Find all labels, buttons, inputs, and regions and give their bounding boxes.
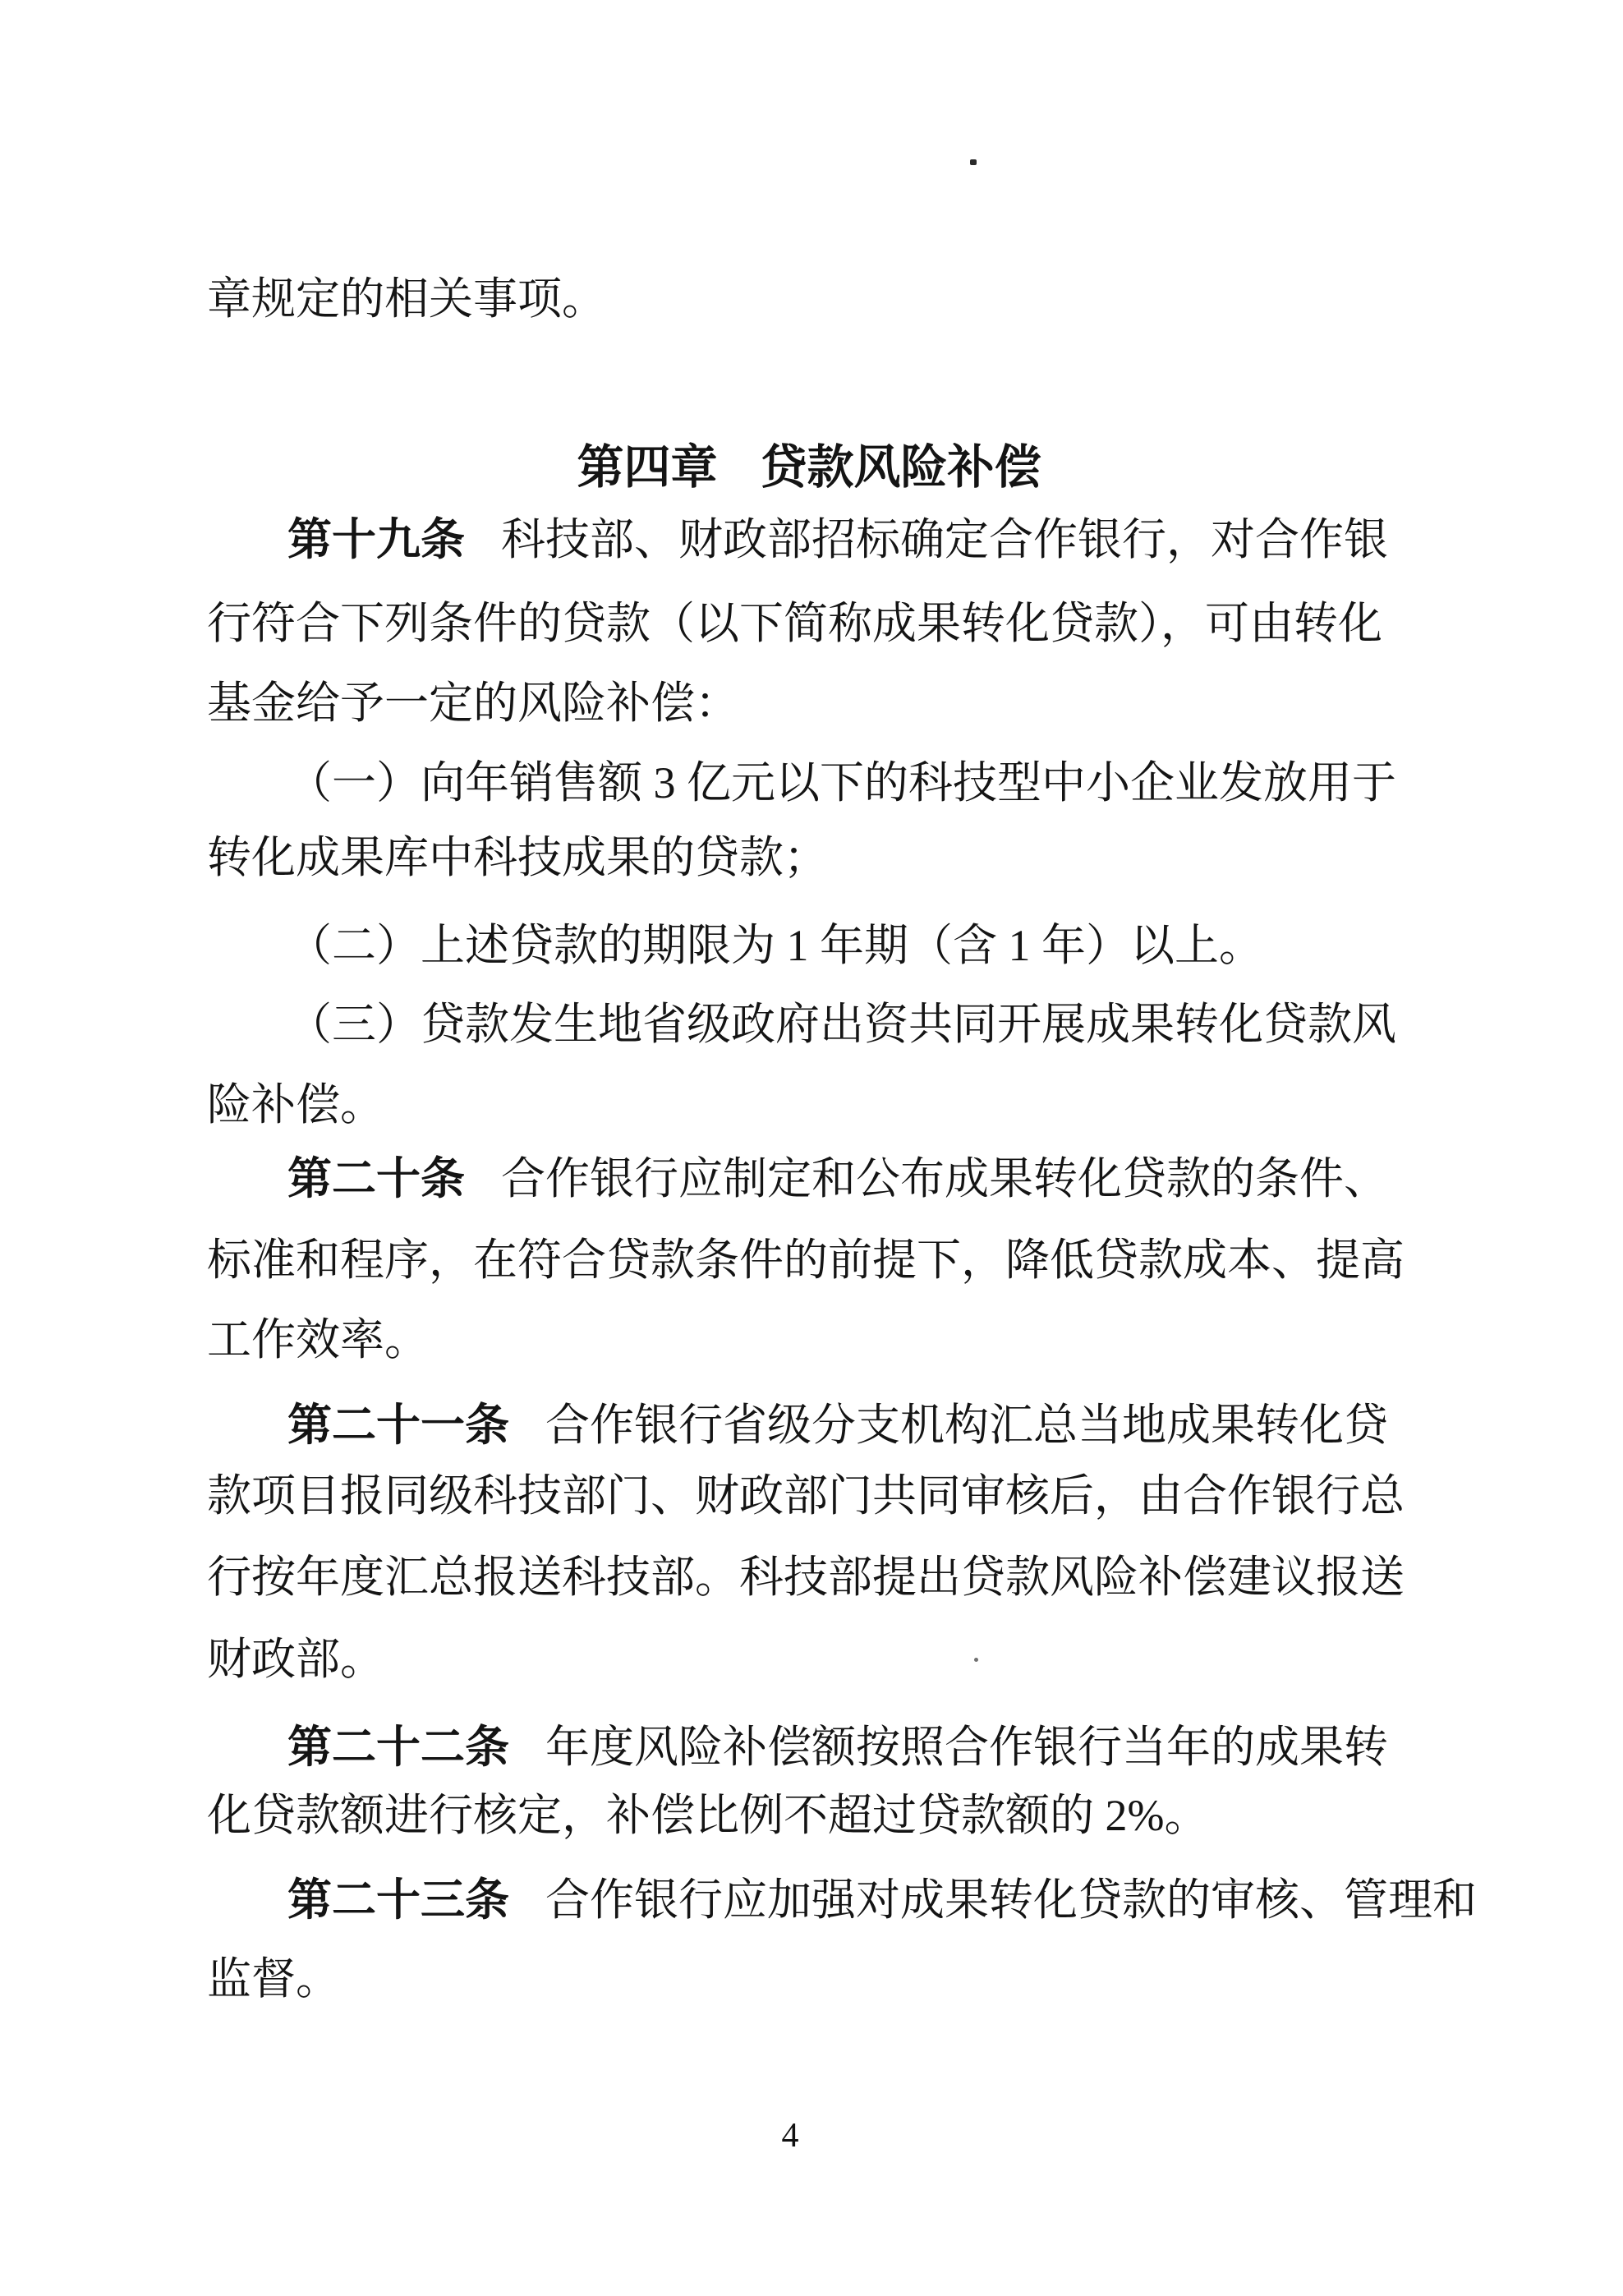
page-number: 4	[781, 2117, 799, 2155]
body-line	[207, 743, 1492, 822]
line-text: 基金给予一定的风险补偿：	[207, 679, 739, 728]
article-number: 第十九条	[287, 515, 465, 564]
line-text: 款项目报同级科技部门、财政部门共同审核后，由合作银行总	[207, 1471, 1405, 1521]
body-line	[207, 985, 1492, 1064]
body-line	[207, 818, 1411, 897]
line-text: 险补偿。	[207, 1080, 384, 1130]
body-line	[207, 1939, 1411, 2018]
line-text: 财政部。	[207, 1635, 384, 1684]
chapter-title: 贷款风险补偿	[760, 441, 1041, 494]
line-text: 年度风险补偿额按照合作银行当年的成果转	[545, 1723, 1388, 1772]
line-text: 标准和程序，在符合贷款条件的前提下，降低贷款成本、提高	[207, 1235, 1405, 1285]
line-text: 章规定的相关事项。	[207, 274, 606, 324]
body-line	[207, 906, 1492, 985]
line-text: （三）贷款发生地省级政府出资共同开展成果转化贷款风	[287, 1000, 1396, 1049]
line-text: 化贷款额进行核定，补偿比例不超过贷款额的 2%。	[207, 1791, 1209, 1840]
line-text: （一）向年销售额 3 亿元以下的科技型中小企业发放用于	[287, 758, 1396, 808]
body-line	[207, 500, 1492, 579]
article-number: 第二十一条	[287, 1401, 509, 1450]
scan-speck	[974, 1658, 978, 1662]
line-text: 科技部、财政部招标确定合作银行，对合作银	[501, 515, 1388, 564]
chapter-number: 第四章	[577, 441, 718, 494]
body-line	[207, 584, 1411, 663]
body-line	[207, 1139, 1492, 1218]
body-line	[207, 1776, 1411, 1855]
body-line	[207, 260, 1411, 338]
line-text: （二）上述贷款的期限为 1 年期（含 1 年）以上。	[287, 921, 1263, 970]
article-number: 第二十三条	[287, 1875, 509, 1925]
body-line	[207, 1456, 1411, 1535]
body-line	[207, 1861, 1492, 1939]
chapter-heading	[207, 428, 1411, 507]
line-text: 合作银行应制定和公布成果转化贷款的条件、	[501, 1154, 1388, 1203]
line-text: 监督。	[207, 1954, 340, 2004]
body-line	[207, 1620, 1411, 1699]
body-line	[207, 1221, 1411, 1300]
line-text: 工作效率。	[207, 1315, 429, 1364]
article-number: 第二十二条	[287, 1723, 509, 1772]
body-line	[207, 664, 1411, 743]
body-line	[207, 1538, 1411, 1617]
body-line	[207, 1065, 1411, 1144]
body-line	[207, 1386, 1492, 1465]
line-text: 行按年度汇总报送科技部。科技部提出贷款风险补偿建议报送	[207, 1553, 1405, 1602]
article-number: 第二十条	[287, 1154, 465, 1203]
line-text: 行符合下列条件的贷款（以下简称成果转化贷款），可由转化	[207, 599, 1382, 648]
line-text: 合作银行应加强对成果转化贷款的审核、管理和	[545, 1875, 1477, 1925]
line-text: 转化成果库中科技成果的贷款；	[207, 833, 828, 882]
body-line	[207, 1300, 1411, 1379]
scan-speck	[970, 159, 977, 165]
line-text: 合作银行省级分支机构汇总当地成果转化贷	[545, 1401, 1388, 1450]
body-line	[207, 1708, 1492, 1787]
